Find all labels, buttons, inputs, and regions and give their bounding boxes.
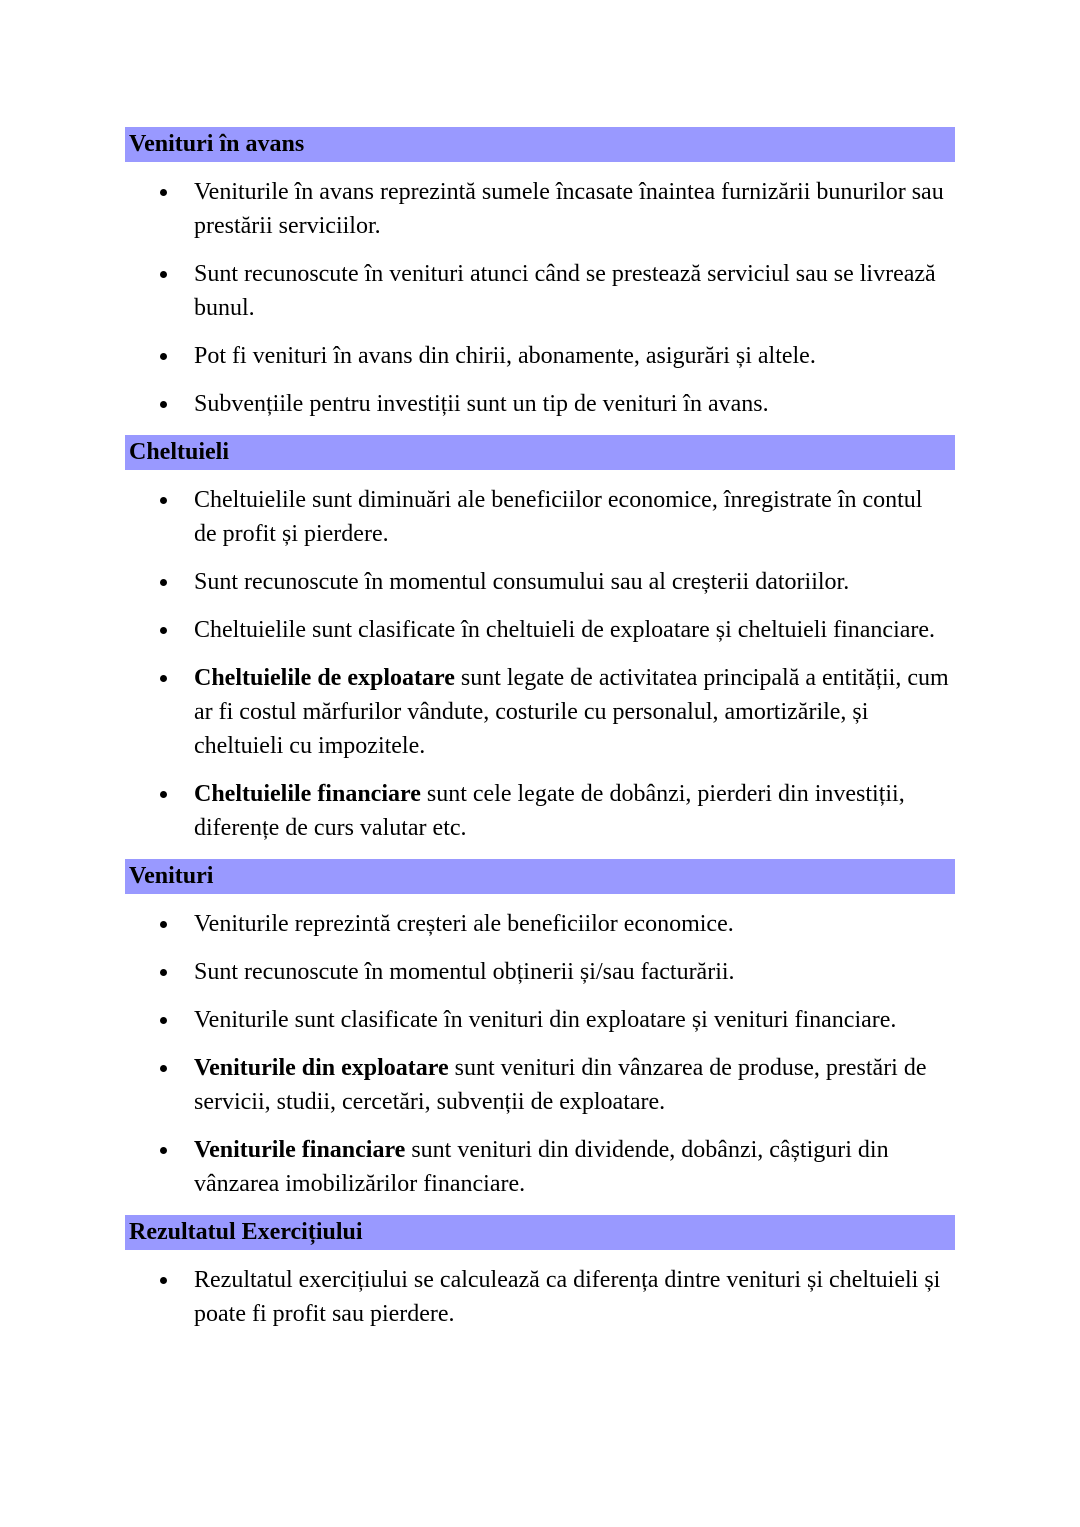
item-text: Subvențiile pentru investiții sunt un tip de venituri în avans. bbox=[194, 391, 769, 417]
bullet-icon bbox=[160, 791, 167, 798]
list-item bbox=[125, 565, 955, 599]
list-item bbox=[125, 777, 955, 845]
section-header: Venituri în avans bbox=[125, 127, 955, 162]
bullet-icon bbox=[160, 1277, 167, 1284]
item-bold-term: Veniturile din exploatare bbox=[194, 1055, 449, 1081]
item-text: Pot fi venituri în avans din chirii, abonamente, asigurări și altele. bbox=[194, 343, 816, 369]
list-item bbox=[125, 1051, 955, 1119]
list-item bbox=[125, 1133, 955, 1201]
bullet-icon bbox=[160, 401, 167, 408]
list-item bbox=[125, 661, 955, 763]
bullet-icon bbox=[160, 1017, 167, 1024]
bullet-list bbox=[125, 894, 955, 1215]
section-venituri bbox=[125, 859, 955, 1215]
bullet-icon bbox=[160, 675, 167, 682]
list-item bbox=[125, 955, 955, 989]
bullet-icon bbox=[160, 189, 167, 196]
bullet-list bbox=[125, 470, 955, 859]
document-content bbox=[125, 127, 955, 1345]
section-rezultatul-exercitiului bbox=[125, 1215, 955, 1345]
list-item bbox=[125, 483, 955, 551]
item-text: Rezultatul exercițiului se calculează ca diferența dintre venituri și cheltuieli și poate fi profit sau pierdere. bbox=[194, 1267, 941, 1327]
list-item bbox=[125, 175, 955, 243]
item-text: sunt cele legate de dobânzi, pierderi din investiții, diferențe de curs valutar etc. bbox=[194, 781, 905, 841]
bullet-icon bbox=[160, 921, 167, 928]
section-cheltuieli bbox=[125, 435, 955, 859]
section-header: Venituri bbox=[125, 859, 955, 894]
item-text: Sunt recunoscute în momentul obținerii și/sau facturării. bbox=[194, 959, 735, 985]
bullet-list bbox=[125, 162, 955, 435]
item-bold-term: Cheltuielile de exploatare bbox=[194, 665, 455, 691]
section-venituri-in-avans bbox=[125, 127, 955, 435]
item-text: Cheltuielile sunt clasificate în cheltuieli de exploatare și cheltuieli financiare. bbox=[194, 617, 936, 643]
bullet-list bbox=[125, 1250, 955, 1345]
list-item bbox=[125, 907, 955, 941]
item-text: Veniturile sunt clasificate în venituri din exploatare și venituri financiare. bbox=[194, 1007, 897, 1033]
bullet-icon bbox=[160, 353, 167, 360]
item-text: Veniturile reprezintă creșteri ale beneficiilor economice. bbox=[194, 911, 734, 937]
bullet-icon bbox=[160, 579, 167, 586]
list-item bbox=[125, 387, 955, 421]
list-item bbox=[125, 1263, 955, 1331]
section-header: Cheltuieli bbox=[125, 435, 955, 470]
item-text: sunt venituri din dividende, dobânzi, câștiguri din vânzarea imobilizărilor financiare. bbox=[194, 1137, 889, 1197]
item-bold-term: Veniturile financiare bbox=[194, 1137, 406, 1163]
list-item bbox=[125, 1003, 955, 1037]
list-item bbox=[125, 257, 955, 325]
bullet-icon bbox=[160, 1147, 167, 1154]
bullet-icon bbox=[160, 627, 167, 634]
bullet-icon bbox=[160, 497, 167, 504]
bullet-icon bbox=[160, 969, 167, 976]
item-bold-term: Cheltuielile financiare bbox=[194, 781, 421, 807]
item-text: Sunt recunoscute în venituri atunci când se prestează serviciul sau se livrează bunul. bbox=[194, 261, 936, 321]
item-text: Veniturile în avans reprezintă sumele încasate înaintea furnizării bunurilor sau prestării serviciilor. bbox=[194, 179, 944, 239]
list-item bbox=[125, 613, 955, 647]
list-item bbox=[125, 339, 955, 373]
item-text: sunt legate de activitatea principală a entității, cum ar fi costul mărfurilor vândute, costurile cu personalul, amortizările, și cheltuieli cu impozitele. bbox=[194, 665, 949, 759]
bullet-icon bbox=[160, 271, 167, 278]
section-header: Rezultatul Exercițiului bbox=[125, 1215, 955, 1250]
bullet-icon bbox=[160, 1065, 167, 1072]
item-text: Sunt recunoscute în momentul consumului sau al creșterii datoriilor. bbox=[194, 569, 850, 595]
item-text: Cheltuielile sunt diminuări ale beneficiilor economice, înregistrate în contul de profit și pierdere. bbox=[194, 487, 923, 547]
item-text: sunt venituri din vânzarea de produse, prestări de servicii, studii, cercetări, subvenții de exploatare. bbox=[194, 1055, 927, 1115]
